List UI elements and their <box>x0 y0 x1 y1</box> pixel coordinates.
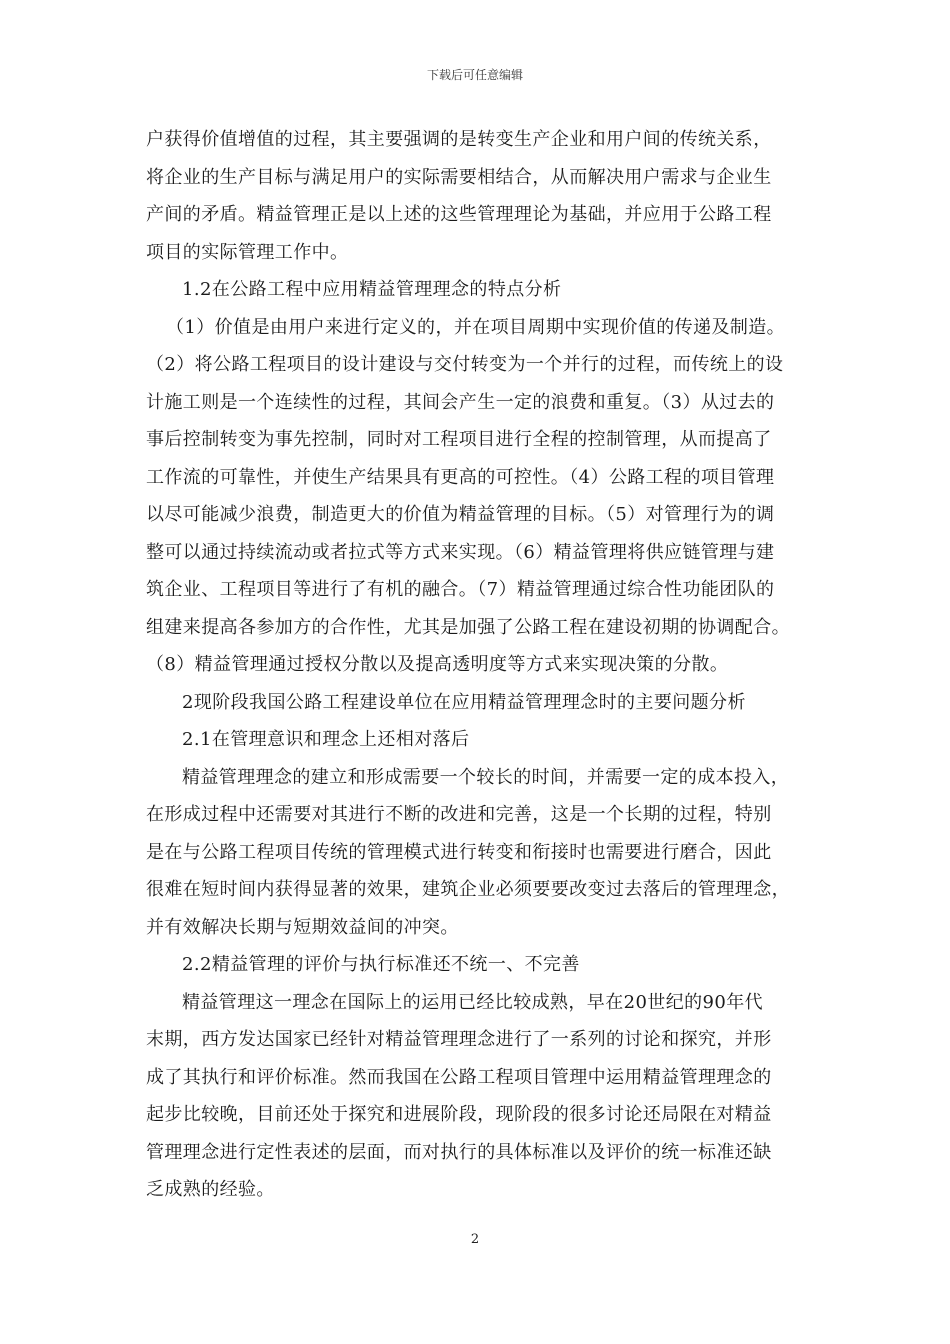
document-body <box>146 121 814 1209</box>
text-line: 项目的实际管理工作中。 <box>146 241 349 263</box>
text-line: 在形成过程中还需要对其进行不断的改进和完善，这是一个长期的过程，特别 <box>146 804 772 825</box>
text-line: 1.2在公路工程中应用精益管理理念的特点分析 <box>182 279 562 300</box>
text-line: 筑企业、工程项目等进行了有机的融合。（7）精益管理通过综合性功能团队的 <box>146 579 775 600</box>
text-line: 很难在短时间内获得显著的效果，建筑企业必须要要改变过去落后的管理理念， <box>146 879 790 900</box>
text-line: 2现阶段我国公路工程建设单位在应用精益管理理念时的主要问题分析 <box>182 691 746 713</box>
text-line: 2.2精益管理的评价与执行标准还不统一、不完善 <box>182 954 580 975</box>
text-line: 整可以通过持续流动或者拉式等方式来实现。（6）精益管理将供应链管理与建 <box>146 541 775 563</box>
text-line: 并有效解决长期与短期效益间的冲突。 <box>146 916 459 938</box>
text-line: 管理理念进行定性表述的层面，而对执行的具体标准以及评价的统一标准还缺 <box>146 1141 772 1163</box>
text-line: 将企业的生产目标与满足用户的实际需要相结合，从而解决用户需求与企业生 <box>146 166 772 188</box>
text-line: 计施工则是一个连续性的过程，其间会产生一定的浪费和重复。（3）从过去的 <box>146 391 775 413</box>
text-line: 户获得价值增值的过程，其主要强调的是转变生产企业和用户间的传统关系， <box>146 129 772 150</box>
text-line: （8）精益管理通过授权分散以及提高透明度等方式来实现决策的分散。 <box>146 654 729 675</box>
text-line: 产间的矛盾。精益管理正是以上述的这些管理理论为基础，并应用于公路工程 <box>146 204 772 225</box>
text-line: 工作流的可靠性，并使生产结果具有更高的可控性。（4）公路工程的项目管理 <box>146 466 775 488</box>
text-line: 末期，西方发达国家已经针对精益管理理念进行了一系列的讨论和探究，并形 <box>146 1029 772 1050</box>
text-line: 起步比较晚，目前还处于探究和进展阶段，现阶段的很多讨论还局限在对精益 <box>146 1104 772 1125</box>
text-line: 事后控制转变为事先控制，同时对工程项目进行全程的控制管理，从而提高了 <box>146 429 772 450</box>
page-number: 2 <box>470 1232 480 1247</box>
text-line: 是在与公路工程项目传统的管理模式进行转变和衔接时也需要进行磨合，因此 <box>146 841 772 863</box>
text-line: （2）将公路工程项目的设计建设与交付转变为一个并行的过程，而传统上的设 <box>146 354 784 375</box>
text-line: 2.1在管理意识和理念上还相对落后 <box>182 729 470 750</box>
text-line: 成了其执行和评价标准。然而我国在公路工程项目管理中运用精益管理理念的 <box>146 1066 772 1088</box>
text-line: 以尽可能减少浪费，制造更大的价值为精益管理的目标。（5）对管理行为的调 <box>146 504 775 525</box>
text-line: （1）价值是由用户来进行定义的，并在项目周期中实现价值的传递及制造。 <box>166 316 786 338</box>
text-line: 精益管理理念的建立和形成需要一个较长的时间，并需要一定的成本投入， <box>182 766 790 788</box>
text-line: 精益管理这一理念在国际上的运用已经比较成熟，早在20世纪的90年代 <box>182 991 764 1013</box>
text-line: 组建来提高各参加方的合作性，尤其是加强了公路工程在建设初期的协调配合。 <box>146 616 790 638</box>
text-line: 乏成熟的经验。 <box>146 1179 275 1200</box>
page-header-note: 下载后可任意编辑 <box>426 68 523 82</box>
